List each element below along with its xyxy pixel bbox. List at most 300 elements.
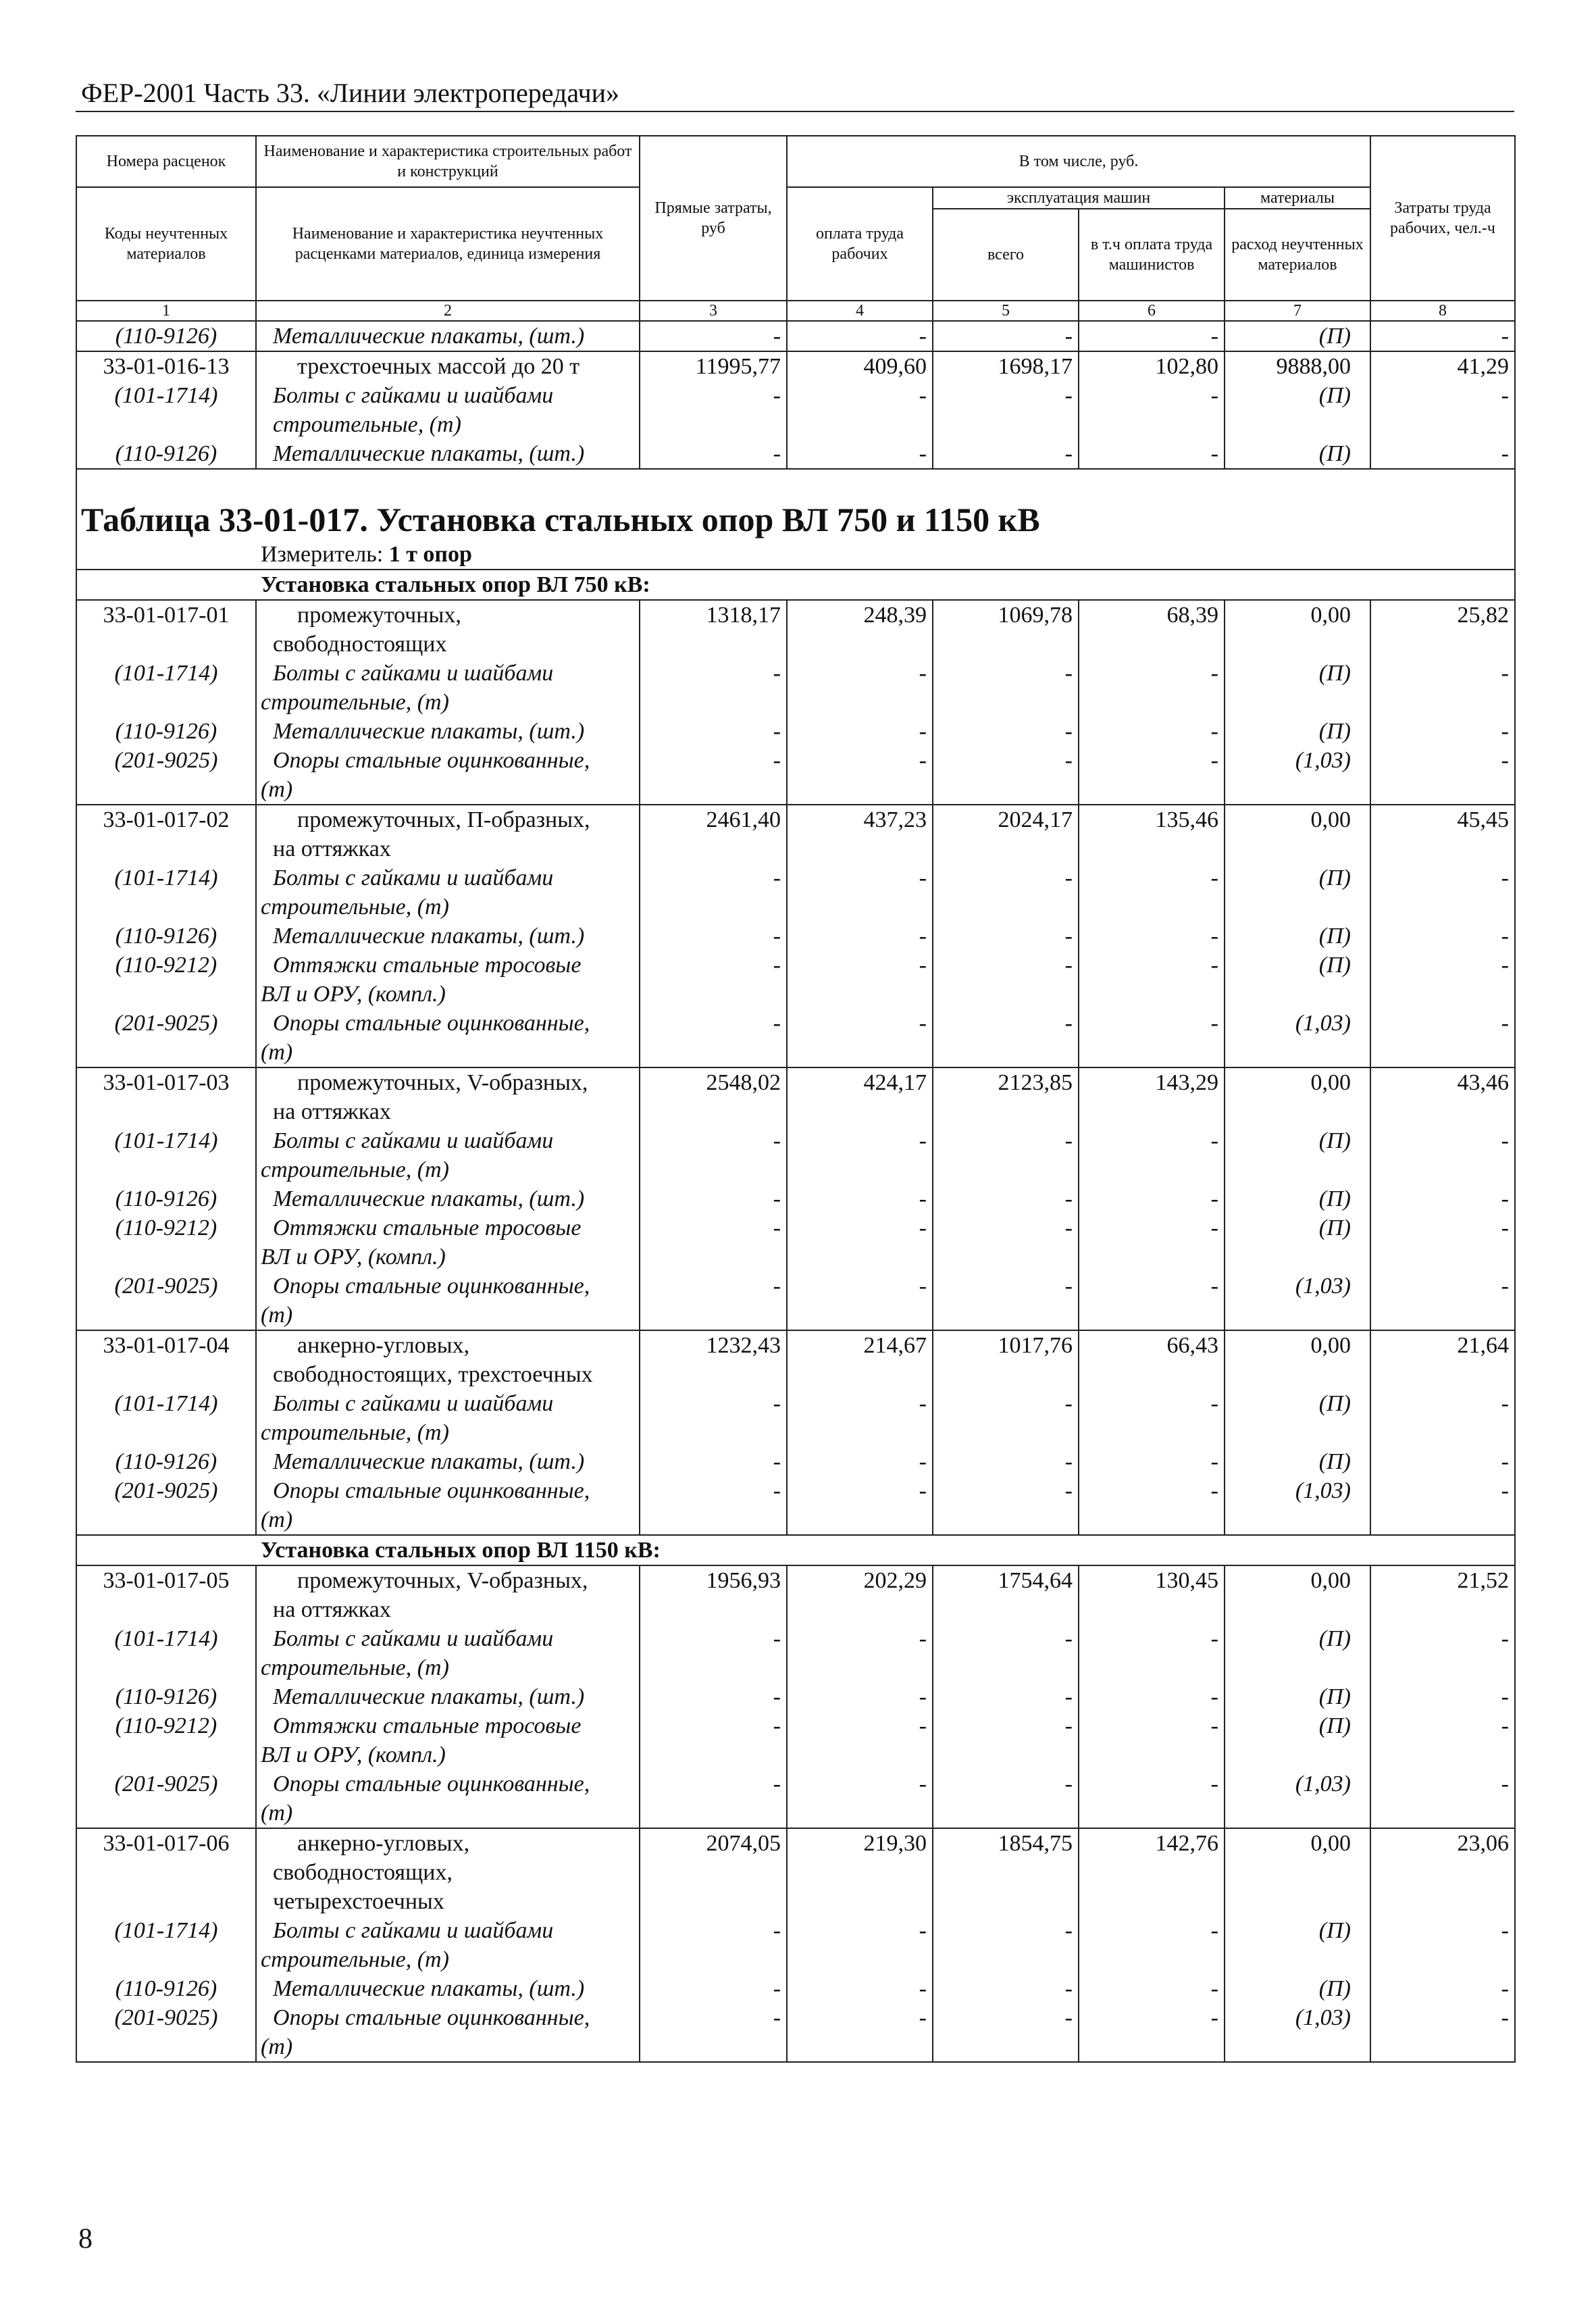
direct-costs-cell	[640, 1301, 787, 1330]
rate-code-cell: (201-9025)	[76, 1769, 256, 1799]
material-consumption-cell: (П)	[1225, 1126, 1370, 1155]
worker-pay-cell: 214,67	[787, 1330, 933, 1360]
machinist-pay-cell	[1079, 1418, 1225, 1447]
rate-code-cell: (110-9126)	[76, 922, 256, 951]
direct-costs-cell: -	[640, 1126, 787, 1155]
rate-code-cell: (110-9212)	[76, 951, 256, 980]
machinist-pay-cell	[1079, 1242, 1225, 1272]
worker-pay-cell	[787, 1799, 933, 1828]
machinist-pay-cell: -	[1079, 439, 1225, 469]
rate-code-cell: (101-1714)	[76, 1389, 256, 1418]
material-consumption-cell: 0,00	[1225, 1067, 1370, 1097]
material-consumption-cell	[1225, 1155, 1370, 1184]
direct-costs-cell	[640, 1740, 787, 1769]
direct-costs-cell: -	[640, 1184, 787, 1213]
machinist-pay-cell: 130,45	[1079, 1565, 1225, 1595]
material-consumption-cell	[1225, 1301, 1370, 1330]
labor-hours-cell: -	[1370, 1624, 1515, 1653]
machines-total-cell: -	[933, 1916, 1079, 1945]
measurement-unit	[76, 540, 1515, 570]
labor-hours-cell: -	[1370, 439, 1515, 469]
section-heading-cell	[76, 570, 1515, 600]
machinist-pay-cell: -	[1079, 1009, 1225, 1038]
machines-total-cell: -	[933, 1447, 1079, 1476]
name-cell: анкерно-угловых,	[256, 1828, 640, 1858]
machines-total-cell: -	[933, 1213, 1079, 1242]
name-cell: Болты с гайками и шайбами	[256, 1389, 640, 1418]
col-number: 3	[640, 301, 787, 321]
labor-hours-cell: -	[1370, 1213, 1515, 1242]
rate-code-cell: (101-1714)	[76, 1916, 256, 1945]
direct-costs-cell	[640, 775, 787, 805]
labor-hours-cell: -	[1370, 951, 1515, 980]
labor-hours-cell: -	[1370, 659, 1515, 688]
direct-costs-cell	[640, 1887, 787, 1916]
table-row	[76, 1009, 1515, 1038]
section-heading-cell	[76, 1535, 1515, 1565]
worker-pay-cell	[787, 1595, 933, 1624]
direct-costs-cell: -	[640, 1711, 787, 1740]
labor-hours-cell: -	[1370, 1126, 1515, 1155]
name-cell: Оттяжки стальные тросовые	[256, 1213, 640, 1242]
table-row-continuation	[76, 1858, 1515, 1887]
machinist-pay-cell: -	[1079, 1126, 1225, 1155]
worker-pay-cell: -	[787, 1213, 933, 1242]
material-consumption-cell: 0,00	[1225, 1828, 1370, 1858]
machinist-pay-cell	[1079, 1858, 1225, 1887]
name-cell: ВЛ и ОРУ, (компл.)	[256, 1242, 640, 1272]
labor-hours-cell	[1370, 410, 1515, 439]
material-consumption-cell: (П)	[1225, 321, 1370, 351]
direct-costs-cell: -	[640, 1447, 787, 1476]
table-row-continuation	[76, 834, 1515, 863]
material-consumption-cell	[1225, 1653, 1370, 1682]
header-worker-pay: оплата труда рабочих	[787, 187, 933, 301]
rate-code-cell	[76, 1418, 256, 1447]
table-row	[76, 1272, 1515, 1301]
direct-costs-cell	[640, 410, 787, 439]
labor-hours-cell: -	[1370, 1447, 1515, 1476]
worker-pay-cell	[787, 410, 933, 439]
machinist-pay-cell	[1079, 1505, 1225, 1535]
labor-hours-cell	[1370, 1242, 1515, 1272]
machinist-pay-cell: -	[1079, 746, 1225, 775]
name-cell: Металлические плакаты, (шт.)	[256, 1184, 640, 1213]
name-cell: трехстоечных массой до 20 т	[256, 351, 640, 381]
rate-code-cell	[76, 775, 256, 805]
rate-code-cell: (110-9212)	[76, 1213, 256, 1242]
table-row	[76, 863, 1515, 892]
rate-code-cell	[76, 980, 256, 1009]
worker-pay-cell: -	[787, 1916, 933, 1945]
machines-total-cell: -	[933, 381, 1079, 410]
table-row-continuation	[76, 1301, 1515, 1330]
rate-code-cell: 33-01-017-01	[76, 600, 256, 630]
machinist-pay-cell: -	[1079, 381, 1225, 410]
machinist-pay-cell: -	[1079, 1682, 1225, 1711]
rate-code-cell	[76, 1653, 256, 1682]
machines-total-cell: -	[933, 951, 1079, 980]
direct-costs-cell	[640, 1418, 787, 1447]
machinist-pay-cell: -	[1079, 1389, 1225, 1418]
name-cell: строительные, (т)	[256, 410, 640, 439]
labor-hours-cell	[1370, 834, 1515, 863]
labor-hours-cell: -	[1370, 1916, 1515, 1945]
table-row	[76, 951, 1515, 980]
machines-total-cell	[933, 2032, 1079, 2062]
machines-total-cell	[933, 980, 1079, 1009]
direct-costs-cell: 11995,77	[640, 351, 787, 381]
table-row-continuation	[76, 892, 1515, 922]
machinist-pay-cell: 143,29	[1079, 1067, 1225, 1097]
labor-hours-cell	[1370, 1097, 1515, 1126]
table-row	[76, 1711, 1515, 1740]
rate-code-cell	[76, 1740, 256, 1769]
material-consumption-cell: (1,03)	[1225, 1769, 1370, 1799]
rate-code-cell: (101-1714)	[76, 659, 256, 688]
machines-total-cell	[933, 1653, 1079, 1682]
machinist-pay-cell: -	[1079, 2003, 1225, 2032]
material-consumption-cell	[1225, 1740, 1370, 1769]
material-consumption-cell: (П)	[1225, 439, 1370, 469]
direct-costs-cell: -	[640, 1476, 787, 1505]
rate-code-cell: (201-9025)	[76, 1272, 256, 1301]
direct-costs-cell: -	[640, 439, 787, 469]
table-row-continuation	[76, 775, 1515, 805]
rate-code-cell	[76, 1242, 256, 1272]
worker-pay-cell: 409,60	[787, 351, 933, 381]
worker-pay-cell: 424,17	[787, 1067, 933, 1097]
labor-hours-cell: -	[1370, 381, 1515, 410]
material-consumption-cell	[1225, 775, 1370, 805]
name-cell: Болты с гайками и шайбами	[256, 381, 640, 410]
machinist-pay-cell: -	[1079, 922, 1225, 951]
header-rate-numbers: Номера расценок	[76, 136, 256, 187]
name-cell: Опоры стальные оцинкованные,	[256, 1009, 640, 1038]
rate-code-cell	[76, 1360, 256, 1389]
material-consumption-cell: 9888,00	[1225, 351, 1370, 381]
labor-hours-cell	[1370, 1155, 1515, 1184]
worker-pay-cell	[787, 1653, 933, 1682]
machines-total-cell	[933, 1595, 1079, 1624]
direct-costs-cell	[640, 1155, 787, 1184]
worker-pay-cell: -	[787, 1624, 933, 1653]
machinist-pay-cell	[1079, 1799, 1225, 1828]
machinist-pay-cell	[1079, 775, 1225, 805]
worker-pay-cell: 202,29	[787, 1565, 933, 1595]
worker-pay-cell	[787, 1097, 933, 1126]
direct-costs-cell: -	[640, 1389, 787, 1418]
col-number: 5	[933, 301, 1079, 321]
worker-pay-cell	[787, 2032, 933, 2062]
rate-code-cell: (201-9025)	[76, 1009, 256, 1038]
worker-pay-cell	[787, 1505, 933, 1535]
name-cell: Металлические плакаты, (шт.)	[256, 1682, 640, 1711]
labor-hours-cell: 41,29	[1370, 351, 1515, 381]
unit-label: Измеритель:	[261, 542, 384, 567]
material-consumption-cell	[1225, 410, 1370, 439]
labor-hours-cell: 21,52	[1370, 1565, 1515, 1595]
material-consumption-cell	[1225, 980, 1370, 1009]
col-number: 2	[256, 301, 640, 321]
rate-code-cell	[76, 1301, 256, 1330]
machines-total-cell: -	[933, 863, 1079, 892]
material-consumption-cell	[1225, 1858, 1370, 1887]
direct-costs-cell	[640, 1799, 787, 1828]
name-cell: свободностоящих,	[256, 1858, 640, 1887]
table-row-continuation	[76, 1360, 1515, 1389]
machines-total-cell	[933, 892, 1079, 922]
table-row	[76, 1447, 1515, 1476]
worker-pay-cell: -	[787, 1769, 933, 1799]
machines-total-cell: -	[933, 717, 1079, 746]
section-heading-row	[76, 570, 1515, 600]
machinist-pay-cell: -	[1079, 1769, 1225, 1799]
table-row	[76, 1184, 1515, 1213]
worker-pay-cell: -	[787, 922, 933, 951]
rate-code-cell: (110-9126)	[76, 321, 256, 351]
table-row-continuation	[76, 1242, 1515, 1272]
labor-hours-cell	[1370, 1887, 1515, 1916]
worker-pay-cell: 437,23	[787, 805, 933, 834]
labor-hours-cell: -	[1370, 1009, 1515, 1038]
machines-total-cell	[933, 1038, 1079, 1067]
table-row	[76, 1916, 1515, 1945]
worker-pay-cell	[787, 1360, 933, 1389]
material-consumption-cell: (П)	[1225, 381, 1370, 410]
table-row	[76, 381, 1515, 410]
name-cell: строительные, (т)	[256, 1418, 640, 1447]
machinist-pay-cell	[1079, 1653, 1225, 1682]
labor-hours-cell: -	[1370, 1272, 1515, 1301]
table-row-continuation	[76, 688, 1515, 717]
machines-total-cell	[933, 1418, 1079, 1447]
col-number: 1	[76, 301, 256, 321]
worker-pay-cell: -	[787, 951, 933, 980]
worker-pay-cell: -	[787, 2003, 933, 2032]
worker-pay-cell: -	[787, 439, 933, 469]
machines-total-cell: -	[933, 1682, 1079, 1711]
worker-pay-cell: -	[787, 863, 933, 892]
table-row	[76, 1126, 1515, 1155]
worker-pay-cell: -	[787, 1272, 933, 1301]
rate-code-cell	[76, 1945, 256, 1974]
material-consumption-cell	[1225, 834, 1370, 863]
table-row-continuation	[76, 1887, 1515, 1916]
rate-code-cell	[76, 1858, 256, 1887]
table-row	[76, 1476, 1515, 1505]
material-consumption-cell	[1225, 1887, 1370, 1916]
machines-total-cell	[933, 1887, 1079, 1916]
rate-code-cell: (110-9126)	[76, 439, 256, 469]
direct-costs-cell: -	[640, 1682, 787, 1711]
labor-hours-cell	[1370, 1360, 1515, 1389]
header-direct-costs: Прямые затраты, руб	[640, 136, 787, 301]
material-consumption-cell: (П)	[1225, 659, 1370, 688]
worker-pay-cell	[787, 980, 933, 1009]
header-labor-hours: Затраты труда рабочих, чел.-ч	[1370, 136, 1515, 301]
direct-costs-cell	[640, 2032, 787, 2062]
material-consumption-cell: (П)	[1225, 1974, 1370, 2003]
direct-costs-cell: -	[640, 1009, 787, 1038]
labor-hours-cell	[1370, 1418, 1515, 1447]
labor-hours-cell: -	[1370, 321, 1515, 351]
worker-pay-cell	[787, 1418, 933, 1447]
labor-hours-cell	[1370, 1799, 1515, 1828]
rate-code-cell: (101-1714)	[76, 863, 256, 892]
machines-total-cell: -	[933, 2003, 1079, 2032]
machinist-pay-cell	[1079, 1301, 1225, 1330]
name-cell: Болты с гайками и шайбами	[256, 1126, 640, 1155]
machinist-pay-cell: -	[1079, 717, 1225, 746]
rate-code-cell	[76, 1595, 256, 1624]
labor-hours-cell: -	[1370, 1682, 1515, 1711]
labor-hours-cell	[1370, 1505, 1515, 1535]
machinist-pay-cell	[1079, 1360, 1225, 1389]
machinist-pay-cell: -	[1079, 1184, 1225, 1213]
table-row-continuation	[76, 1595, 1515, 1624]
machinist-pay-cell: 102,80	[1079, 351, 1225, 381]
labor-hours-cell: -	[1370, 717, 1515, 746]
name-cell: (т)	[256, 775, 640, 805]
labor-hours-cell	[1370, 1740, 1515, 1769]
labor-hours-cell	[1370, 892, 1515, 922]
direct-costs-cell: -	[640, 1974, 787, 2003]
rate-code-cell: 33-01-017-04	[76, 1330, 256, 1360]
material-consumption-cell	[1225, 1505, 1370, 1535]
direct-costs-cell: -	[640, 746, 787, 775]
machinist-pay-cell: -	[1079, 1447, 1225, 1476]
col-number: 4	[787, 301, 933, 321]
name-cell: строительные, (т)	[256, 1155, 640, 1184]
rate-code-cell: 33-01-017-05	[76, 1565, 256, 1595]
table-row-continuation	[76, 630, 1515, 659]
table-row	[76, 805, 1515, 834]
labor-hours-cell: -	[1370, 1769, 1515, 1799]
worker-pay-cell: -	[787, 1476, 933, 1505]
table-sections	[76, 570, 1515, 2062]
rate-code-cell	[76, 410, 256, 439]
rate-code-cell: (201-9025)	[76, 1476, 256, 1505]
name-cell: Опоры стальные оцинкованные,	[256, 1769, 640, 1799]
material-consumption-cell: (П)	[1225, 1682, 1370, 1711]
rate-code-cell	[76, 1097, 256, 1126]
name-cell: строительные, (т)	[256, 892, 640, 922]
material-consumption-cell	[1225, 1242, 1370, 1272]
table-header	[76, 136, 1515, 321]
name-cell: Опоры стальные оцинкованные,	[256, 2003, 640, 2032]
rate-code-cell	[76, 1505, 256, 1535]
machinist-pay-cell	[1079, 1155, 1225, 1184]
direct-costs-cell	[640, 1945, 787, 1974]
machinist-pay-cell: -	[1079, 659, 1225, 688]
name-cell: Оттяжки стальные тросовые	[256, 1711, 640, 1740]
worker-pay-cell: -	[787, 1682, 933, 1711]
machinist-pay-cell: 135,46	[1079, 805, 1225, 834]
worker-pay-cell	[787, 630, 933, 659]
machinist-pay-cell: -	[1079, 321, 1225, 351]
direct-costs-cell	[640, 1653, 787, 1682]
rate-code-cell: (110-9126)	[76, 1184, 256, 1213]
direct-costs-cell: -	[640, 321, 787, 351]
machinist-pay-cell: -	[1079, 1213, 1225, 1242]
name-cell: Болты с гайками и шайбами	[256, 1624, 640, 1653]
header-machinist-pay: в т.ч оплата труда машинистов	[1079, 209, 1225, 301]
col-number: 8	[1370, 301, 1515, 321]
table-row	[76, 351, 1515, 381]
name-cell: (т)	[256, 1038, 640, 1067]
rate-code-cell: (110-9126)	[76, 717, 256, 746]
name-cell: на оттяжках	[256, 1595, 640, 1624]
machinist-pay-cell	[1079, 1595, 1225, 1624]
rate-code-cell: 33-01-017-06	[76, 1828, 256, 1858]
rate-code-cell: 33-01-017-03	[76, 1067, 256, 1097]
labor-hours-cell: -	[1370, 746, 1515, 775]
table-title: Таблица 33-01-017. Установка стальных опор ВЛ 750 и 1150 кВ	[81, 501, 1040, 538]
machinist-pay-cell: -	[1079, 1624, 1225, 1653]
table-row	[76, 439, 1515, 469]
material-consumption-cell: 0,00	[1225, 600, 1370, 630]
table-title-cell	[76, 469, 1515, 540]
rate-code-cell: (101-1714)	[76, 1126, 256, 1155]
machinist-pay-cell	[1079, 892, 1225, 922]
name-cell: промежуточных, П-образных,	[256, 805, 640, 834]
labor-hours-cell	[1370, 775, 1515, 805]
material-consumption-cell	[1225, 688, 1370, 717]
name-cell: Металлические плакаты, (шт.)	[256, 1447, 640, 1476]
running-header	[76, 73, 1514, 112]
rate-code-cell	[76, 630, 256, 659]
worker-pay-cell	[787, 1038, 933, 1067]
material-consumption-cell	[1225, 2032, 1370, 2062]
labor-hours-cell: -	[1370, 1184, 1515, 1213]
name-cell: Болты с гайками и шайбами	[256, 863, 640, 892]
machines-total-cell	[933, 1155, 1079, 1184]
worker-pay-cell	[787, 1155, 933, 1184]
machines-total-cell: 1069,78	[933, 600, 1079, 630]
worker-pay-cell: -	[787, 1126, 933, 1155]
table-row-continuation	[76, 1038, 1515, 1067]
material-consumption-cell: (1,03)	[1225, 2003, 1370, 2032]
machines-total-cell	[933, 1858, 1079, 1887]
machines-total-cell: 1698,17	[933, 351, 1079, 381]
machines-total-cell: 2024,17	[933, 805, 1079, 834]
material-consumption-cell: (П)	[1225, 1389, 1370, 1418]
worker-pay-cell: -	[787, 1711, 933, 1740]
name-cell: четырехстоечных	[256, 1887, 640, 1916]
rate-code-cell: (110-9126)	[76, 1974, 256, 2003]
direct-costs-cell: -	[640, 1769, 787, 1799]
table-row	[76, 1769, 1515, 1799]
direct-costs-cell: 2461,40	[640, 805, 787, 834]
name-cell: Болты с гайками и шайбами	[256, 1916, 640, 1945]
material-consumption-cell: (П)	[1225, 1213, 1370, 1242]
labor-hours-cell: -	[1370, 922, 1515, 951]
name-cell: Опоры стальные оцинкованные,	[256, 746, 640, 775]
machines-total-cell: 2123,85	[933, 1067, 1079, 1097]
material-consumption-cell	[1225, 892, 1370, 922]
table-title-block	[76, 469, 1515, 570]
name-cell: свободностоящих, трехстоечных	[256, 1360, 640, 1389]
labor-hours-cell: -	[1370, 1974, 1515, 2003]
rates-table	[76, 135, 1516, 2063]
direct-costs-cell: 1318,17	[640, 600, 787, 630]
machines-total-cell	[933, 1945, 1079, 1974]
material-consumption-cell	[1225, 1097, 1370, 1126]
name-cell: Болты с гайками и шайбами	[256, 659, 640, 688]
material-consumption-cell: 0,00	[1225, 1330, 1370, 1360]
rate-code-cell	[76, 834, 256, 863]
